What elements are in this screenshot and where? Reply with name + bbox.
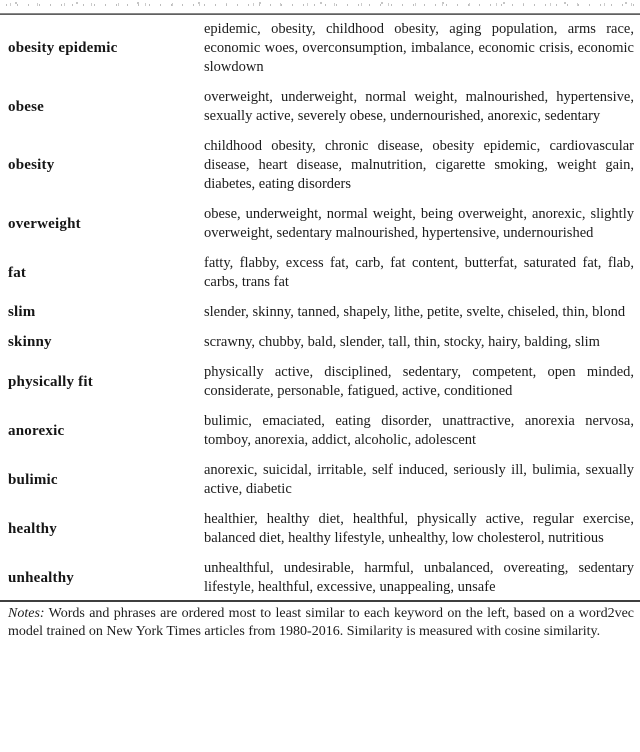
table-row (0, 559, 640, 600)
similar-words-cell: bulimic, emaciated, eating disorder, unattractive, anorexia nervosa, tomboy, anorexia, addict, alcoholic, adolescent (204, 413, 634, 448)
keyword-cell: healthy (8, 520, 57, 537)
similar-words-cell: obese, underweight, normal weight, being overweight, anorexic, slightly overweight, sedentary malnourished, hypertensive, undernourished (204, 206, 634, 241)
similar-words-cell: healthier, healthy diet, healthful, physically active, regular exercise, balanced diet, healthy lifestyle, unhealthy, low cholesterol, nutritious (204, 511, 634, 546)
similar-words-cell: slender, skinny, tanned, shapely, lithe, petite, svelte, chiseled, thin, blond (204, 304, 626, 320)
notes-label: Notes: (8, 606, 45, 621)
table-row (0, 303, 640, 333)
keyword-cell: overweight (8, 215, 81, 232)
table-row (0, 412, 640, 461)
notes-text: Words and phrases are ordered most to least similar to each keyword on the left, based on a word2vec model trained on New York Times articles from 1980-2016. Similarity is measured with cosine similarity. (8, 606, 634, 639)
table-row (0, 137, 640, 205)
keyword-cell: obesity epidemic (8, 40, 118, 56)
keyword-cell: anorexic (8, 422, 65, 439)
table-bottom-rule (0, 600, 640, 602)
table-row (0, 20, 640, 88)
keyword-cell: unhealthy (8, 569, 74, 586)
table-row (0, 254, 640, 303)
table-row (0, 88, 640, 137)
table-row (0, 510, 640, 559)
similar-words-cell: unhealthful, undesirable, harmful, unbalanced, overeating, sedentary lifestyle, healthful, excessive, unappealing, unsafe (204, 560, 634, 595)
table-row (0, 205, 640, 254)
keyword-cell: obese (8, 98, 44, 115)
keyword-cell: bulimic (8, 471, 58, 488)
table-row (0, 333, 640, 363)
keyword-cell: fat (8, 264, 27, 281)
keyword-cell: physically fit (8, 373, 93, 390)
table-row (0, 461, 640, 510)
keyword-cell: skinny (8, 334, 52, 350)
cut-off-caption-fragments (6, 1, 634, 6)
similar-words-cell: fatty, flabby, excess fat, carb, fat content, butterfat, saturated fat, flab, carbs, trans fat (204, 255, 634, 290)
paper-table-page (0, 1, 640, 752)
similar-words-cell: anorexic, suicidal, irritable, self induced, seriously ill, bulimia, sexually active, diabetic (204, 462, 634, 497)
table-body (0, 20, 640, 600)
table-row (0, 363, 640, 412)
similar-words-cell: physically active, disciplined, sedentary, competent, open minded, considerate, personable, fatigued, active, conditioned (204, 364, 634, 399)
table-top-rule (0, 13, 640, 15)
similar-words-cell: epidemic, obesity, childhood obesity, aging population, arms race, economic woes, overconsumption, imbalance, economic crisis, economic slowdown (204, 21, 634, 75)
word-similarity-table (0, 20, 640, 600)
similar-words-cell: overweight, underweight, normal weight, malnourished, hypertensive, sexually active, severely obese, undernourished, anorexic, sedentary (204, 89, 634, 124)
keyword-cell: slim (8, 304, 36, 320)
similar-words-cell: childhood obesity, chronic disease, obesity epidemic, cardiovascular disease, heart disease, malnutrition, cigarette smoking, weight gain, diabetes, eating disorders (204, 138, 634, 192)
keyword-cell: obesity (8, 157, 55, 173)
table-notes (8, 605, 634, 640)
similar-words-cell: scrawny, chubby, bald, slender, tall, thin, stocky, hairy, balding, slim (204, 334, 600, 350)
